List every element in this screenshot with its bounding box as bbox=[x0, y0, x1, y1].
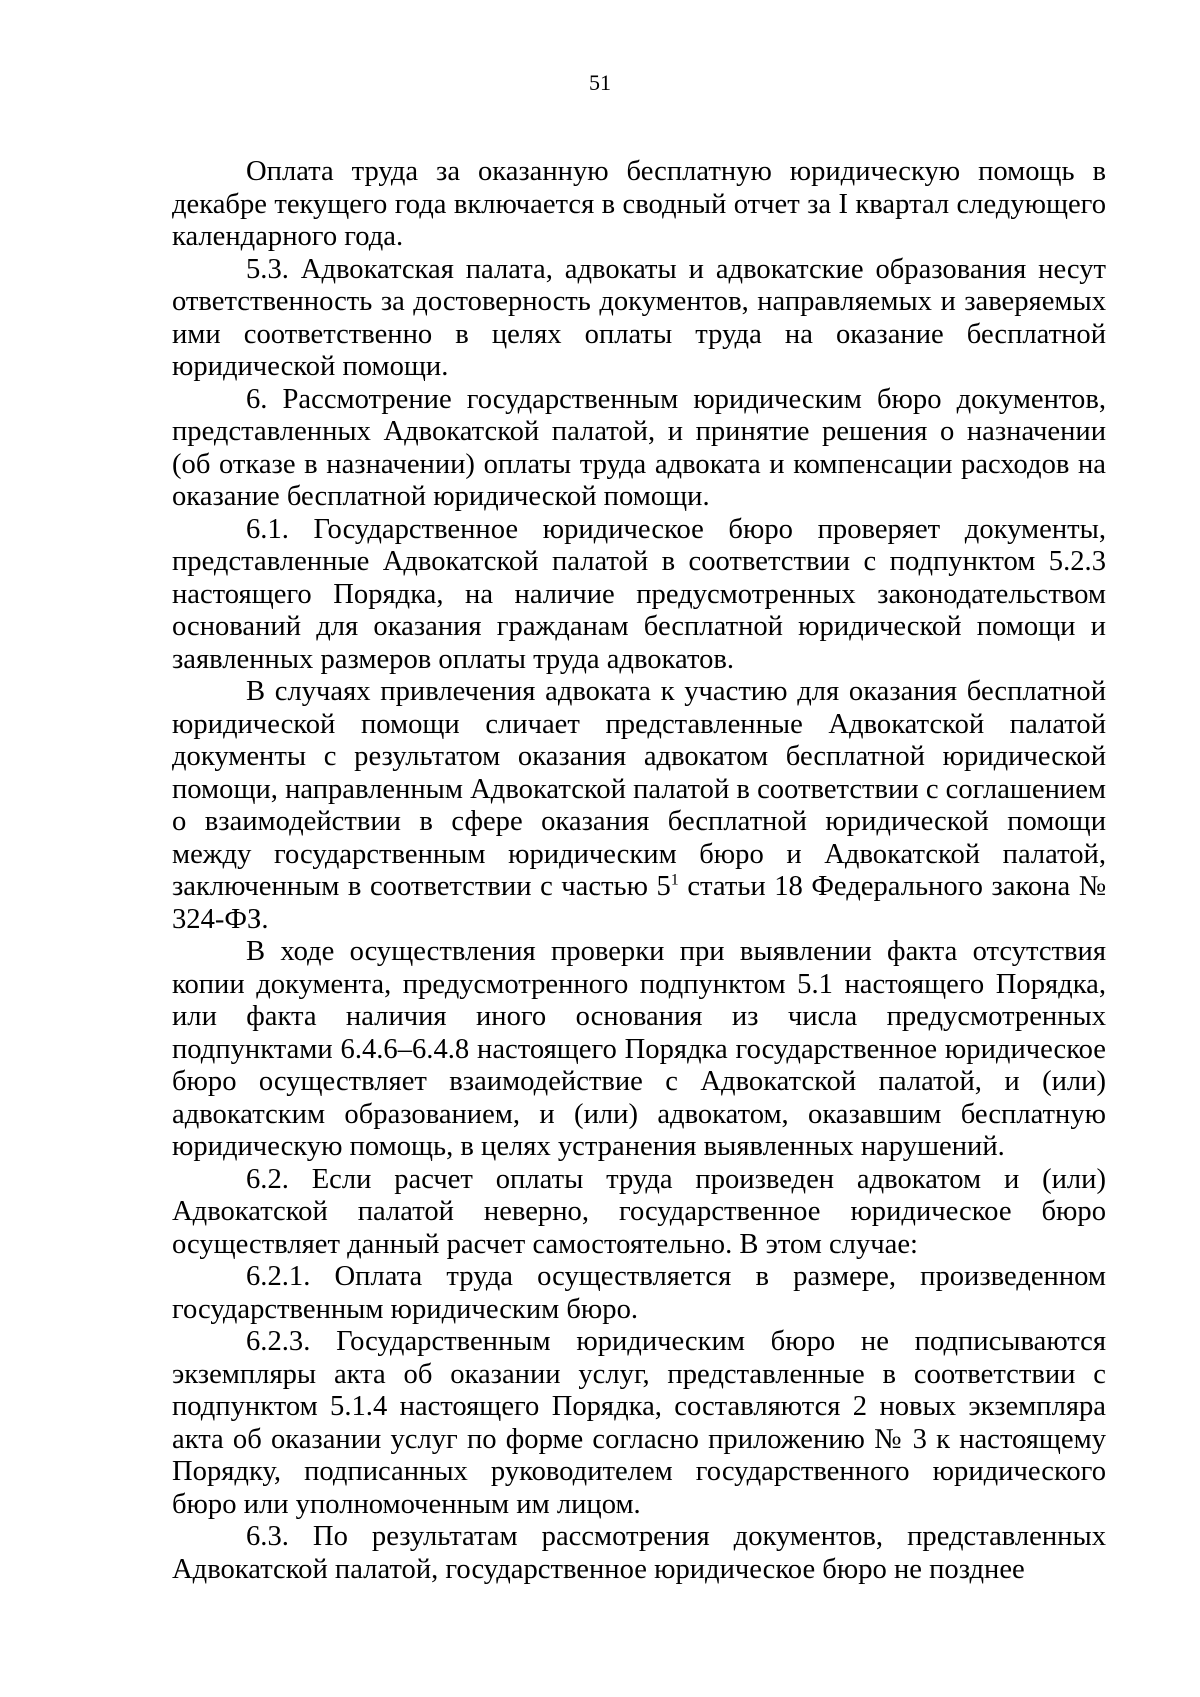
superscript-part-number: 1 bbox=[670, 871, 679, 889]
paragraph-5-3: 5.3. Адвокатская палата, адвокаты и адвокатские образования несут ответственность за достоверность документов, направляемых и заверяемых ими соответственно в целях оплаты труда на оказание бесплатной юридической помощи. bbox=[172, 253, 1106, 382]
paragraph-6-3: 6.3. По результатам рассмотрения документов, представленных Адвокатской палатой, государственное юридическое бюро не позднее bbox=[172, 1521, 1106, 1585]
document-body bbox=[172, 156, 1106, 1586]
paragraph-6-2-3: 6.2.3. Государственным юридическим бюро не подписываются экземпляры акта об оказании услуг, представленные в соответствии с подпунктом 5.1.4 настоящего Порядка, составляются 2 новых экземпляра акта об оказании услуг по форме согласно приложению № 3 к настоящему Порядку, подписанных руководителем государственного юридического бюро или уполномоченным им лицом. bbox=[172, 1326, 1106, 1520]
paragraph-6-2-1: 6.2.1. Оплата труда осуществляется в размере, произведенном государственным юридическим бюро. bbox=[172, 1261, 1106, 1325]
paragraph-6-heading: 6. Рассмотрение государственным юридическим бюро документов, представленных Адвокатской палатой, и принятие решения о назначении (об отказе в назначении) оплаты труда адвоката и компенсации расходов на оказание бесплатной юридической помощи. bbox=[172, 383, 1106, 512]
paragraph-payment-december: Оплата труда за оказанную бесплатную юридическую помощь в декабре текущего года включается в сводный отчет за I квартал следующего календарного года. bbox=[172, 156, 1106, 252]
paragraph-6-1: 6.1. Государственное юридическое бюро проверяет документы, представленные Адвокатской палатой в соответствии с подпунктом 5.2.3 настоящего Порядка, на наличие предусмотренных законодательством оснований для оказания гражданам бесплатной юридической помощи и заявленных размеров оплаты труда адвокатов. bbox=[172, 513, 1106, 675]
paragraph-lawyer-involvement bbox=[172, 676, 1106, 936]
paragraph-6-2: 6.2. Если расчет оплаты труда произведен адвокатом и (или) Адвокатской палатой неверно, государственное юридическое бюро осуществляет данный расчет самостоятельно. В этом случае: bbox=[172, 1163, 1106, 1260]
paragraph-lawyer-involvement-text-before: В случаях привлечения адвоката к участию для оказания бесплатной юридической помощи сличает представленные Адвокатской палатой документы с результатом оказания адвокатом бесплатной юридической помощи, направленным Адвокатской палатой в соответствии с соглашением о взаимодействии в сфере оказания бесплатной юридической помощи между государственным юридическим бюро и Адвокатской палатой, заключенным в соответствии с частью 5 bbox=[172, 676, 1106, 902]
page-number: 51 bbox=[589, 70, 611, 95]
paragraph-verification: В ходе осуществления проверки при выявлении факта отсутствия копии документа, предусмотренного подпунктом 5.1 настоящего Порядка, или факта наличия иного основания из числа предусмотренных подпунктами 6.4.6–6.4.8 настоящего Порядка государственное юридическое бюро осуществляет взаимодействие с Адвокатской палатой, и (или) адвокатским образованием, и (или) адвокатом, оказавшим бесплатную юридическую помощь, в целях устранения выявленных нарушений. bbox=[172, 936, 1106, 1162]
paragraph-lawyer-involvement-text-after: статьи 18 Федерального закона № 324-ФЗ. bbox=[172, 871, 1106, 935]
